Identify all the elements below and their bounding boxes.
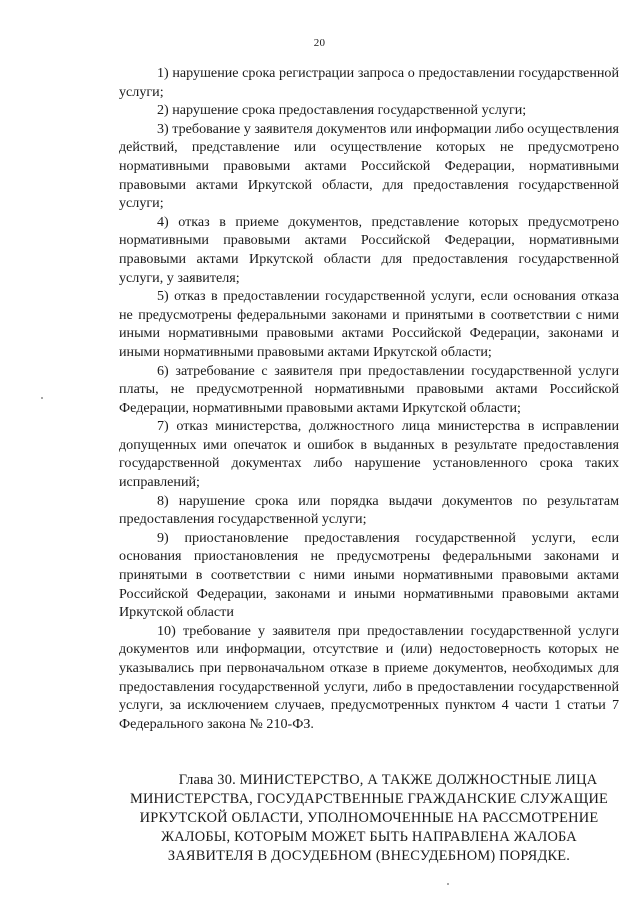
scan-speck (41, 397, 43, 399)
chapter-heading-line-3: ИРКУТСКОЙ ОБЛАСТИ, УПОЛНОМОЧЕННЫЕ НА РАССМОТРЕНИЕ (139, 809, 599, 826)
list-item-9: 9) приостановление предоставления государственной услуги, если основания приостановления не предусмотрены федеральными законами и принятыми в соответствии с ними иными нормативными правовыми актами Российской Федерации, законами и иными нормативными правовыми актами Иркутской области (119, 529, 619, 621)
chapter-heading-line-1: Глава 30. МИНИСТЕРСТВО, А ТАКЖЕ ДОЛЖНОСТНЫЕ ЛИЦА (178, 772, 598, 788)
list-item-7: 7) отказ министерства, должностного лица министерства в исправлении допущенных ими опечаток и ошибок в выданных в результате предоставления государственной документах либо нарушение установленного срока таких исправлений; (119, 418, 619, 491)
document-body (119, 64, 619, 733)
list-item-3: 3) требование у заявителя документов или информации либо осуществления действий, представление или осуществление которых не предусмотрено нормативными правовыми актами Российской Федерации, нормативными правовыми актами Иркутской области, для предоставления государственной услуги; (119, 120, 619, 212)
list-item-6: 6) затребование с заявителя при предоставлении государственной услуги платы, не предусмотренной нормативными правовыми актами Российской Федерации, нормативными правовыми актами Иркутской области; (119, 362, 619, 416)
list-item-1: 1) нарушение срока регистрации запроса о предоставлении государственной услуги; (119, 65, 619, 100)
list-item-2: 2) нарушение срока предоставления государственной услуги; (157, 102, 527, 119)
list-item-10: 10) требование у заявителя при предоставлении государственной услуги документов или информации, отсутствие и (или) недостоверность которых не указывались при первоначальном отказе в приеме документов, необходимых для предоставления государственной услуги, либо в предоставлении государственной услуги, за исключением случаев, предусмотренных пунктом 4 части 1 статьи 7 Федерального закона № 210-ФЗ. (119, 622, 619, 732)
chapter-heading (119, 771, 619, 866)
list-item-4: 4) отказ в приеме документов, представление которых предусмотрено нормативными правовыми актами Российской Федерации, нормативными правовыми актами Иркутской области для предоставления государственной услуги, у заявителя; (119, 213, 619, 286)
chapter-heading-line-2: МИНИСТЕРСТВА, ГОСУДАРСТВЕННЫЕ ГРАЖДАНСКИЕ СЛУЖАЩИЕ (129, 790, 609, 807)
list-item-8: 8) нарушение срока или порядка выдачи документов по результатам предоставления государственной услуги; (119, 492, 619, 528)
scan-speck (447, 883, 449, 885)
chapter-heading-line-5: ЗАЯВИТЕЛЯ В ДОСУДЕБНОМ (ВНЕСУДЕБНОМ) ПОРЯДКЕ. (167, 847, 571, 864)
chapter-heading-line-4: ЖАЛОБЫ, КОТОРЫМ МОЖЕТ БЫТЬ НАПРАВЛЕНА ЖАЛОБА (161, 828, 577, 845)
page-number: 20 (313, 37, 326, 49)
list-item-5: 5) отказ в предоставлении государственной услуги, если основания отказа не предусмотрены федеральными законами и принятыми в соответствии с ними иными нормативными правовыми актами Российской Федерации, законами и иными нормативными правовыми актами Иркутской области; (119, 288, 619, 360)
